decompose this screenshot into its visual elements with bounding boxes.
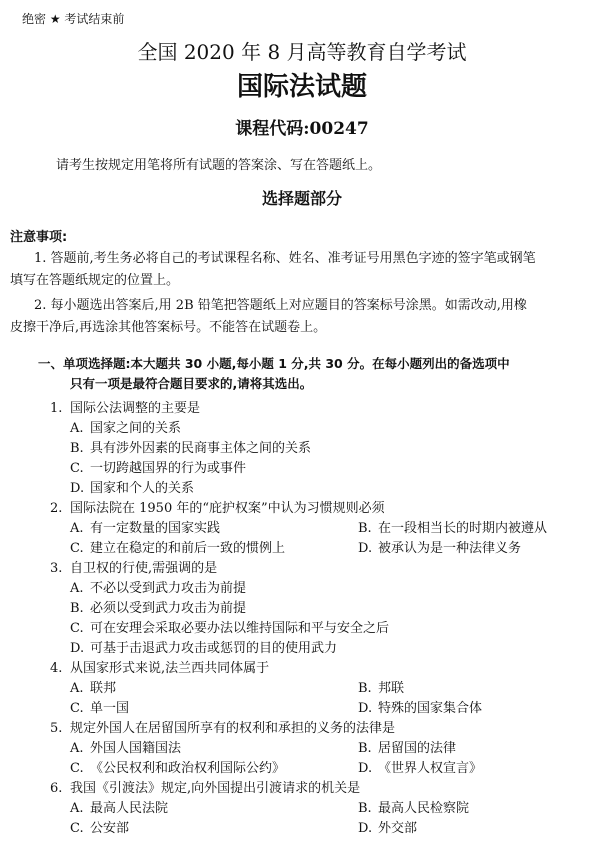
option-text: 联邦 [90, 681, 117, 696]
q4-option-c [70, 697, 129, 716]
q2-option-a [70, 517, 220, 536]
option-label: B. [358, 741, 372, 756]
option-label: B. [358, 801, 372, 816]
course-code: 课程代码:00247 [235, 119, 369, 139]
option-label: D. [358, 761, 373, 776]
option-label: A. [70, 521, 84, 536]
q5-option-a [70, 737, 181, 756]
question-text: 自卫权的行使,需强调的是 [70, 561, 218, 576]
question-text: 规定外国人在居留国所享有的权利和承担的义务的法律是 [70, 721, 396, 736]
secret-mark: 绝密 ★ 考试结束前 [22, 12, 125, 26]
question-number: 6. [50, 781, 63, 796]
option-label: A. [70, 421, 84, 436]
subject-title: 国际法试题 [236, 72, 367, 102]
q2-option-b [358, 517, 547, 536]
q6-option-b [358, 797, 469, 816]
q2-option-d [358, 537, 521, 556]
option-label: C. [70, 461, 84, 476]
q4-option-d [358, 697, 482, 716]
q1-option-d [70, 477, 194, 496]
option-text: 单一国 [90, 701, 130, 716]
q6-option-d [358, 817, 417, 836]
q5-option-c [70, 757, 285, 776]
question-text: 我国《引渡法》规定,向外国提出引渡请求的机关是 [70, 781, 361, 796]
question-number: 1. [50, 401, 63, 416]
option-text: 建立在稳定的和前后一致的惯例上 [90, 541, 286, 556]
question-number: 5. [50, 721, 63, 736]
question-2 [50, 497, 385, 516]
option-label: C. [70, 821, 84, 836]
q4-option-b [358, 677, 404, 696]
option-text: 邦联 [378, 681, 405, 696]
option-text: 在一段相当长的时期内被遵从 [378, 521, 548, 536]
option-label: C. [70, 541, 84, 556]
option-label: A. [70, 741, 84, 756]
q4-option-a [70, 677, 116, 696]
option-text: 特殊的国家集合体 [378, 701, 483, 716]
option-label: A. [70, 801, 84, 816]
option-label: D. [70, 481, 85, 496]
option-label: D. [70, 641, 85, 656]
option-text: 国家之间的关系 [90, 421, 182, 436]
question-5 [50, 717, 395, 736]
notes-heading: 注意事项: [10, 230, 68, 245]
option-text: 可在安理会采取必要办法以维持国际和平与安全之后 [90, 621, 390, 636]
q3-option-a [70, 577, 246, 596]
option-label: D. [358, 821, 373, 836]
exam-title: 全国 2020 年 8 月高等教育自学考试 [137, 40, 467, 64]
note-2-line-1: 2. 每小题选出答案后,用 2B 铅笔把答题纸上对应题目的答案标号涂黑。如需改动,用橡 [34, 298, 527, 313]
q6-option-c [70, 817, 129, 836]
option-text: 可基于击退武力攻击或惩罚的目的使用武力 [90, 641, 338, 656]
option-label: D. [358, 701, 373, 716]
question-1 [50, 397, 200, 416]
option-label: C. [70, 761, 84, 776]
option-label: B. [358, 681, 372, 696]
option-text: 《世界人权宣言》 [378, 761, 483, 776]
question-text: 从国家形式来说,法兰西共同体属于 [70, 661, 270, 676]
section-title: 选择题部分 [261, 189, 342, 208]
option-label: A. [70, 681, 84, 696]
option-text: 公安部 [90, 821, 130, 836]
note-2-line-2: 皮擦干净后,再选涂其他答案标号。不能答在试题卷上。 [10, 320, 327, 335]
q5-option-d [358, 757, 482, 776]
option-label: B. [70, 441, 84, 456]
option-text: 有一定数量的国家实践 [90, 521, 221, 536]
option-label: A. [70, 581, 84, 596]
q6-option-a [70, 797, 168, 816]
option-text: 最高人民法院 [90, 801, 169, 816]
option-text: 被承认为是一种法律义务 [378, 541, 522, 556]
q1-option-c [70, 457, 246, 476]
option-label: C. [70, 701, 84, 716]
option-text: 外国人国籍国法 [90, 741, 182, 756]
note-1-line-1: 1. 答题前,考生务必将自己的考试课程名称、姓名、准考证号用黑色字迹的签字笔或钢笔 [34, 251, 536, 266]
question-6 [50, 777, 360, 796]
option-text: 必须以受到武力攻击为前提 [90, 601, 247, 616]
option-label: D. [358, 541, 373, 556]
question-text: 国际法院在 1950 年的“庇护权案”中认为习惯规则必须 [70, 501, 385, 516]
question-number: 3. [50, 561, 63, 576]
option-text: 《公民权利和政治权利国际公约》 [90, 761, 286, 776]
option-text: 具有涉外因素的民商事主体之间的关系 [90, 441, 312, 456]
option-text: 国家和个人的关系 [90, 481, 195, 496]
q1-option-b [70, 437, 311, 456]
q3-option-c [70, 617, 389, 636]
answer-instruction: 请考生按规定用笔将所有试题的答案涂、写在答题纸上。 [56, 158, 382, 173]
option-text: 外交部 [378, 821, 418, 836]
option-text: 居留国的法律 [378, 741, 457, 756]
q1-option-a [70, 417, 181, 436]
question-3 [50, 557, 217, 576]
question-text: 国际公法调整的主要是 [70, 401, 201, 416]
q3-option-d [70, 637, 337, 656]
q5-option-b [358, 737, 456, 756]
question-number: 2. [50, 501, 63, 516]
option-label: B. [358, 521, 372, 536]
option-text: 最高人民检察院 [378, 801, 470, 816]
option-text: 一切跨越国界的行为或事件 [90, 461, 247, 476]
question-4 [50, 657, 269, 676]
part1-heading-line-1: 一、单项选择题:本大题共 30 小题,每小题 1 分,共 30 分。在每小题列出的备选项中 [38, 356, 510, 371]
option-label: C. [70, 621, 84, 636]
q2-option-c [70, 537, 285, 556]
option-label: B. [70, 601, 84, 616]
part1-heading-line-2: 只有一项是最符合题目要求的,请将其选出。 [70, 376, 313, 391]
q3-option-b [70, 597, 246, 616]
note-1-line-2: 填写在答题纸规定的位置上。 [10, 273, 180, 288]
question-number: 4. [50, 661, 63, 676]
option-text: 不必以受到武力攻击为前提 [90, 581, 247, 596]
